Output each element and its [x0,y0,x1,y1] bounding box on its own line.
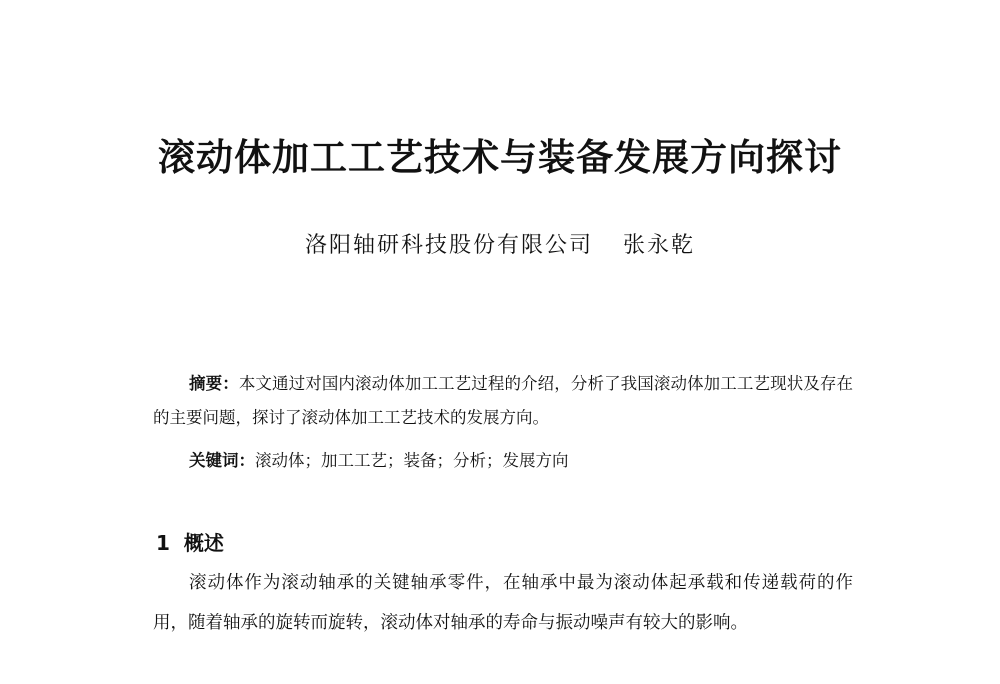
section-paragraph: 滚动体作为滚动轴承的关键轴承零件，在轴承中最为滚动体起承载和传递载荷的作用，随着轴承的旋转而旋转，滚动体对轴承的寿命与振动噪声有较大的影响。 [153,573,853,633]
keywords [189,446,849,476]
abstract-text: 本文通过对国内滚动体加工工艺过程的介绍，分析了我国滚动体加工工艺现状及存在的主要问题，探讨了滚动体加工工艺技术的发展方向。 [153,374,854,427]
section-heading [156,527,224,559]
affiliation: 洛阳轴研科技股份有限公司 [304,233,593,258]
author-name: 张永乾 [623,233,696,258]
abstract-label: 摘要： [189,374,239,393]
keywords-label: 关键词： [189,451,255,470]
abstract [153,367,853,435]
keywords-text: 滚动体；加工工艺；装备；分析；发展方向 [255,451,569,470]
paper-title: 滚动体加工工艺技术与装备发展方向探讨 [158,135,842,179]
section-title: 概述 [183,531,224,555]
byline [0,230,1000,262]
section-number: 1 [156,531,170,555]
